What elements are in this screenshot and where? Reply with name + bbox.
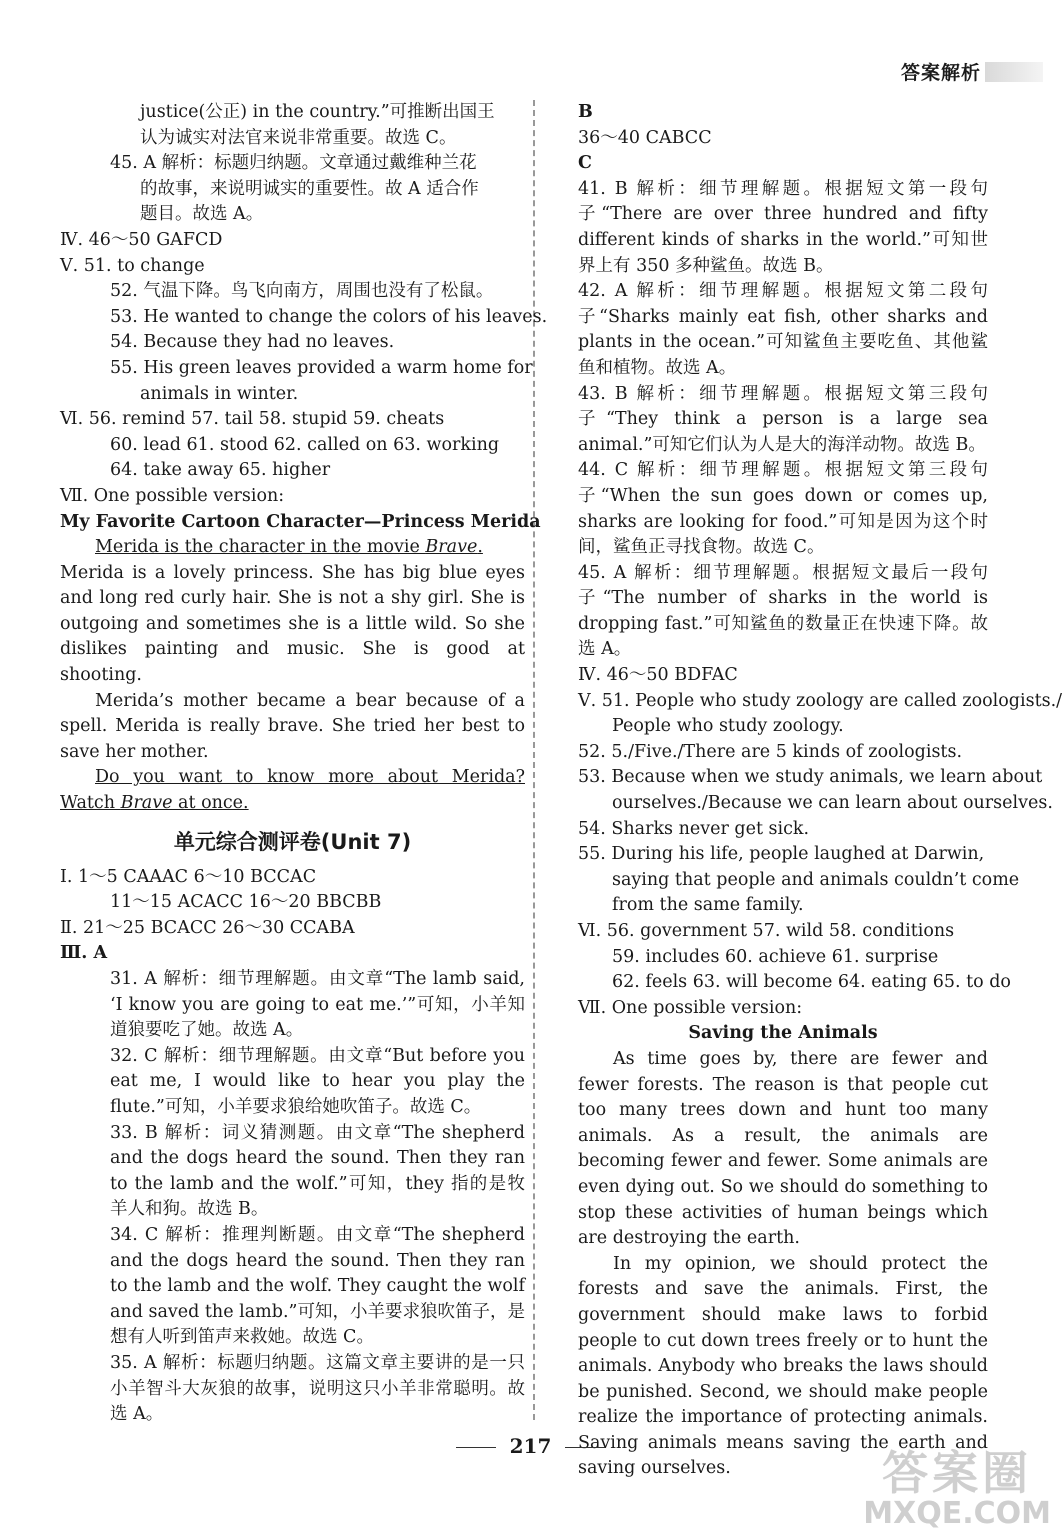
section-header-label: 答案解析	[900, 62, 981, 84]
essay-paragraph	[60, 535, 525, 561]
answer-line: 59. includes 60. achieve 61. surprise	[612, 946, 939, 967]
page-dash-right	[565, 1447, 605, 1448]
explanation-item: 42. A 解析：细节理解题。根据短文第二段句子“Sharks mainly eat fish, other sharks and plants in the ocean.”可知鲨鱼主要吃鱼、其他鲨鱼和植物。故选 A。	[578, 281, 988, 378]
essay-title: Saving the Animals	[688, 1023, 878, 1044]
answer-line: 53. Because when we study animals, we learn about	[578, 767, 1043, 788]
answer-line: 11～15 ACACC 16～20 BBCBB	[110, 892, 382, 913]
section-header	[901, 58, 1043, 85]
explanation-item: 45. A 解析：细节理解题。根据短文最后一段句子“The number of sharks in the world is dropping fast.”可知鲨鱼的数量正在快速下降。故选 A。	[578, 562, 988, 660]
answer-line: 45. A 解析：标题归纳题。文章通过戴维种兰花	[110, 153, 477, 174]
essay-paragraph: As time goes by, there are fewer and fewer forests. The reason is that people cut too many trees down and hunt too many animals. As a result, the animals are becoming fewer and fewer. Some animals are even dying out. So we should do something to stop these activities of human beings which are destroying the earth.	[578, 1048, 988, 1249]
explanation-item: 35. A 解析：标题归纳题。这篇文章主要讲的是一只小羊智斗大灰狼的故事，说明这只小羊非常聪明。故选 A。	[110, 1352, 525, 1425]
answer-line: 题目。故选 A。	[140, 204, 264, 225]
page-number-text: 217	[509, 1434, 552, 1458]
explanation-item: 31. A 解析：细节理解题。由文章“The lamb said, ‘I know you are going to eat me.’”可知，小羊知道狼要吃了她。故选 A。	[110, 969, 525, 1041]
answer-line: 的故事，来说明诚实的重要性。故 A 适合作	[140, 178, 479, 199]
essay-text: at once.	[172, 793, 249, 814]
answer-line: 36～40 CABCC	[578, 127, 712, 148]
site-watermark-logo	[863, 1448, 1051, 1530]
watermark-line: MXQE.COM	[863, 1496, 1051, 1531]
movie-title: Brave	[425, 537, 478, 558]
section-vi-answers: Ⅵ. 56. remind 57. tail 58. stupid 59. cheats	[60, 409, 445, 430]
explanation-item: 34. C 解析：推理判断题。由文章“The shepherd and the dogs heard the sound. Then they ran to the lamb and the wolf. They caught the wolf and saved the lamb.”可知，小羊要求狼吹笛子，是想有人听到笛声来救她。故选 C。	[110, 1224, 525, 1348]
answer-line: 52. 5./Five./There are 5 kinds of zoologists.	[578, 741, 963, 762]
answer-line: 64. take away 65. higher	[110, 460, 331, 481]
essay-text: Do you want to know more about Merida? Watch	[60, 767, 525, 814]
answer-line: justice(公正) in the country.”可推断出国王	[140, 102, 495, 122]
section-vii-label: Ⅶ. One possible version:	[578, 997, 803, 1018]
explanation-item: 43. B 解析：细节理解题。根据短文第三段句子“They think a person is a large sea animal.”可知它们认为人是大的海洋动物。故选 B。	[578, 383, 988, 455]
answer-line: 53. He wanted to change the colors of his leaves.	[110, 306, 548, 327]
answer-line: 54. Because they had no leaves.	[110, 332, 395, 353]
essay-text: .	[477, 537, 483, 558]
answer-line: 55. During his life, people laughed at Darwin,	[578, 844, 985, 865]
section-v-answer: Ⅴ. 51. People who study zoology are called zoologists./	[578, 690, 1062, 711]
answer-line: People who study zoology.	[612, 716, 844, 737]
part-label: B	[578, 102, 593, 122]
essay-paragraph	[60, 765, 525, 816]
essay-paragraph: Merida is a lovely princess. She has big blue eyes and long red curly hair. She is not a shy girl. She is outgoing and sometimes she is a little wild. So she dislikes painting and music. She is good at shooting.	[60, 562, 525, 686]
section-v-answer: Ⅴ. 51. to change	[60, 255, 205, 276]
answer-line: animals in winter.	[140, 383, 299, 404]
section-iv-answers: Ⅳ. 46～50 BDFAC	[578, 665, 738, 686]
answer-line: saying that people and animals couldn’t come	[612, 869, 1020, 890]
answer-line: ourselves./Because we can learn about ourselves.	[612, 793, 1053, 814]
section-iii-label: Ⅲ. A	[60, 943, 108, 964]
answer-line: 62. feels 63. will become 64. eating 65. to do	[612, 972, 1011, 993]
unit-title: 单元综合测评卷(Unit 7)	[173, 829, 412, 854]
movie-title: Brave	[120, 793, 173, 814]
answer-line: 60. lead 61. stood 62. called on 63. working	[110, 434, 500, 455]
answer-line: 55. His green leaves provided a warm home for	[110, 357, 533, 378]
left-column	[60, 100, 548, 1428]
watermark-line: 答案圈	[882, 1446, 1033, 1500]
explanation-item: 44. C 解析：细节理解题。根据短文第三段句子“When the sun goes down or comes up, sharks are looking for food.”可知是因为这个时间，鲨鱼正寻找食物。故选 C。	[578, 460, 988, 558]
section-vi-answers: Ⅵ. 56. government 57. wild 58. conditions	[578, 921, 955, 941]
essay-paragraph: Merida’s mother became a bear because of a spell. Merida is really brave. She tried her best to save her mother.	[60, 690, 525, 762]
explanation-item: 33. B 解析：词义猜测题。由文章“The shepherd and the dogs heard the sound. Then they ran to the lamb and the wolf.”可知，they 指的是牧羊人和狗。故选 B。	[110, 1122, 525, 1220]
page-dash-left	[456, 1447, 496, 1448]
explanation-item: 32. C 解析：细节理解题。由文章“But before you eat me, I would like to hear you play the flute.”可知，小羊要求狼给她吹笛子。故选 C。	[110, 1045, 525, 1117]
column-divider	[533, 100, 535, 1420]
answer-line: 52. 气温下降。鸟飞向南方，周围也没有了松鼠。	[110, 281, 494, 302]
section-ii-answers: Ⅱ. 21～25 BCACC 26～30 CCABA	[60, 917, 355, 938]
part-label: C	[578, 153, 592, 174]
header-decor-bar	[985, 62, 1043, 82]
section-vii-label: Ⅶ. One possible version:	[60, 485, 285, 506]
essay-paragraph: In my opinion, we should protect the forests and save the animals. First, the government should make laws to forbid people to cut down trees freely or to hunt the animals. Anybody who breaks the laws should be punished. Second, we should make people realize the importance of protecting animals. Saving animals means saving the earth and saving ourselves.	[578, 1253, 988, 1479]
essay-title: My Favorite Cartoon Character—Princess Merida	[60, 511, 541, 532]
answer-line: 54. Sharks never get sick.	[578, 818, 810, 839]
answer-line: from the same family.	[612, 895, 804, 916]
explanation-item: 41. B 解析：细节理解题。根据短文第一段句子“There are over three hundred and fifty different kinds of sharks in the world.”可知世界上有 350 多种鲨鱼。故选 B。	[578, 178, 988, 276]
section-i-answers: Ⅰ. 1～5 CAAAC 6～10 BCCAC	[60, 866, 317, 887]
section-iv-answers: Ⅳ. 46～50 GAFCD	[60, 229, 223, 250]
answer-line: 认为诚实对法官来说非常重要。故选 C。	[140, 127, 457, 148]
essay-text: Merida is the character in the movie	[95, 537, 426, 558]
